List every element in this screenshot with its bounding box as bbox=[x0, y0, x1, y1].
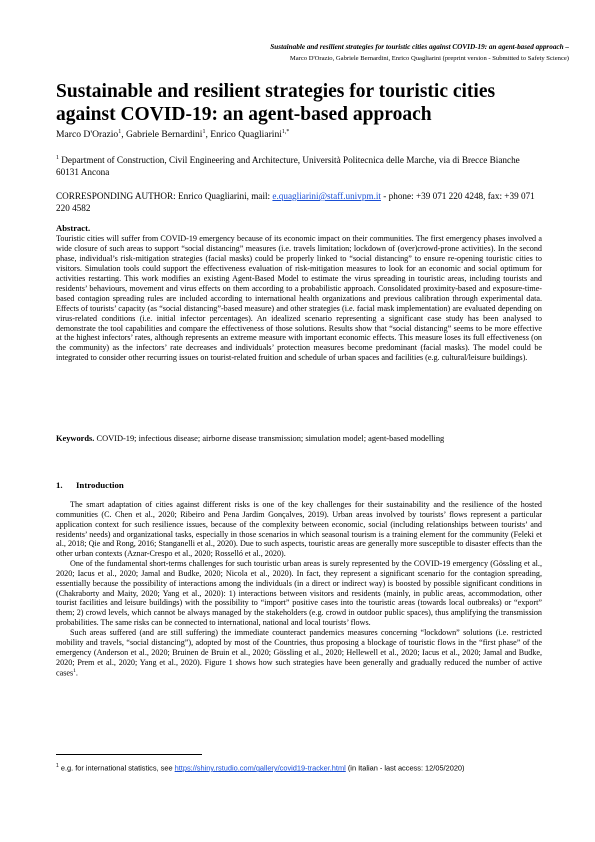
affiliation-mark: 1 bbox=[56, 155, 59, 161]
footnote-link[interactable]: https://shiny.rstudio.com/gallery/covid19-tracker.html bbox=[174, 763, 346, 773]
author-affiliation-mark: 1 bbox=[118, 129, 122, 135]
footnote-divider bbox=[56, 754, 202, 755]
running-head-authors: Marco D'Orazio, Gabriele Bernardini, Enrico Quagliarini (preprint version - Submitted to Safety Science) bbox=[289, 55, 569, 62]
author-list bbox=[56, 129, 289, 140]
author-separator: , bbox=[205, 129, 211, 141]
paragraph-end: . bbox=[75, 669, 78, 679]
running-head bbox=[119, 42, 569, 64]
paragraph: The smart adaptation of cities against different risks is one of the key challenges for their sustainability and the resilience of the hosted communities (C. Chen et al., 2020; Ribeiro and Pena Jardim Gonçalves, 2019). Urban areas involved by tourists’ flows represent a particular application context for such resilience issues, because of the complexity between economic, social (including relationships between tourists’ and residents’ needs) and organizational tasks, especially in those scenarios in which seasonal tourism is a training element for the community (Feleki et al., 2018; Qie and Rong, 2016; Stanganelli et al., 2020). Due to such aspects, touristic areas are generally more susceptible to disaster effects than the other urban contexts (Aznar-Crespo et al., 2020; Rosselló et al., 2020). bbox=[56, 500, 542, 559]
footnote-prefix: e.g. for international statistics, see bbox=[58, 763, 175, 773]
section-title: Introduction bbox=[76, 480, 124, 490]
author-name: Enrico Quagliarini bbox=[210, 129, 282, 141]
footnote-suffix: (in Italian - last access: 12/05/2020) bbox=[345, 763, 465, 773]
affiliation bbox=[56, 152, 542, 178]
author-name: Marco D'Orazio bbox=[56, 129, 119, 141]
affiliation-text: Department of Construction, Civil Engineering and Architecture, Università Politecnica delle Marche, via di Brecce Bianche 60131 Ancona bbox=[56, 155, 520, 178]
keywords-label: Keywords. bbox=[56, 434, 95, 443]
corresponding-prefix: CORRESPONDING AUTHOR: Enrico Quagliarini, mail: bbox=[56, 191, 273, 201]
abstract-label: Abstract. bbox=[56, 223, 91, 233]
footnote-mark: 1 bbox=[56, 763, 59, 769]
keywords-text: COVID-19; infectious disease; airborne disease transmission; simulation model; agent-based modelling bbox=[94, 434, 445, 443]
author-separator: , bbox=[121, 129, 126, 141]
keywords bbox=[56, 433, 542, 445]
author-affiliation-mark: 1,* bbox=[281, 129, 290, 135]
author-name: Gabriele Bernardini bbox=[126, 129, 203, 141]
footnote bbox=[56, 761, 542, 773]
abstract bbox=[56, 224, 542, 363]
section-number: 1. bbox=[56, 480, 63, 490]
author-affiliation-mark: 1 bbox=[202, 129, 206, 135]
abstract-text: Touristic cities will suffer from COVID-19 emergency because of its economic impact on their communities. The first emergency phases involved a wide closure of such areas to support “social distancing” measures (i.e. travels limitation; lockdown of (over)crowd-prone activities). In the second phase, individual’s risk-mitigation strategies (facial masks) could be properly linked to “social distancing” to ensure re-opening touristic cities to visitors. Simulation tools could support the effectiveness evaluation of risk-mitigation measures to look for an economic and social optimum for activities restarting. This work modifies an existing Agent-Based Model to estimate the virus spreading in touristic areas, including tourists and residents’ behaviours, movement and virus effects on them according to a probabilistic approach. Consolidated proximity-based and exposure-time-based contagion spreading rules are included according to international health organizations and previous calibration through experimental data. Effects of tourists’ capacity (as “social distancing”-based measure) and other strategies (i.e. facial mask implementation) are evaluated depending on virus-related conditions (i.e. initial infector percentages). An idealized scenario representing a significant case study has been analysed to demonstrate the tool capabilities and compare the effectiveness of those solutions. Results show that “social distancing” seems to be more effective at the highest infectors’ rates, although represents an extreme measure with important economic effects. This measure loses its full effectiveness (on the community) as the infectors’ rate decreases and individuals’ protection measures become predominant (facial masks). The model could be integrated to consider other recurring issues on tourist-related fruition and schedule of urban spaces and facilities (e.g. cultural/leisure buildings). bbox=[56, 233, 542, 363]
introduction-body bbox=[56, 500, 542, 679]
paragraph-text: Such areas suffered (and are still suffering) the immediate counteract pandemics measures concerning “lockdown” solutions (i.e. restricted mobility and travels, “social distancing”), adopted by most of the Countries, thus proposing a blockage of touristic flows in the “first phase” of the emergency (Anderson et al., 2020; Bruinen de Bruin et al., 2020; Gössling et al., 2020; Hellewell et al., 2020; Iacus et al., 2020; Jamal and Budke, 2020; Prem et al., 2020; Yang et al., 2020). Figure 1 shows how such strategies have been generally and gradually reduced the number of active cases bbox=[56, 627, 542, 679]
running-head-title: Sustainable and resilient strategies for touristic cities against COVID-19: an agent-based approach – bbox=[270, 43, 569, 51]
section-heading bbox=[56, 480, 124, 490]
paper-title: Sustainable and resilient strategies for touristic cities against COVID-19: an agent-based approach bbox=[56, 81, 496, 125]
corresponding-author bbox=[56, 190, 542, 214]
email-link[interactable]: e.quagliarini@staff.univpm.it bbox=[272, 191, 381, 201]
paragraph bbox=[56, 628, 542, 679]
footnote-marker[interactable]: 1 bbox=[73, 668, 76, 675]
paragraph: One of the fundamental short-terms challenges for such touristic urban areas is surely represented by the COVID-19 emergency (Gössling et al., 2020; Iacus et al., 2020; Jamal and Budke, 2020; Nicola et al., 2020). In fact, they represent a significant scenario for the contagion spreading, essentially because the possibility of interactions among the individuals (in a direct or indirect way) is boosted by possible significant conditions in (Chakraborty and Maity, 2020; Yang et al., 2020): 1) interactions between visitors and residents (mainly, in public areas, accommodation, other tourist facilities and leisure buildings) with the possibility to “import” positive cases into the touristic areas (towards local outbreaks) or “export” them; 2) crowd levels, which cannot be always managed by the stakeholders (e.g. crowd in outdoor public spaces), thus amplifying the transmission probabilities. The same risks can be connected to international, national and local tourists’ flows. bbox=[56, 559, 542, 628]
corresponding-suffix: - phone: +39 071 220 4248, fax: +39 071 220 4582 bbox=[56, 191, 535, 213]
